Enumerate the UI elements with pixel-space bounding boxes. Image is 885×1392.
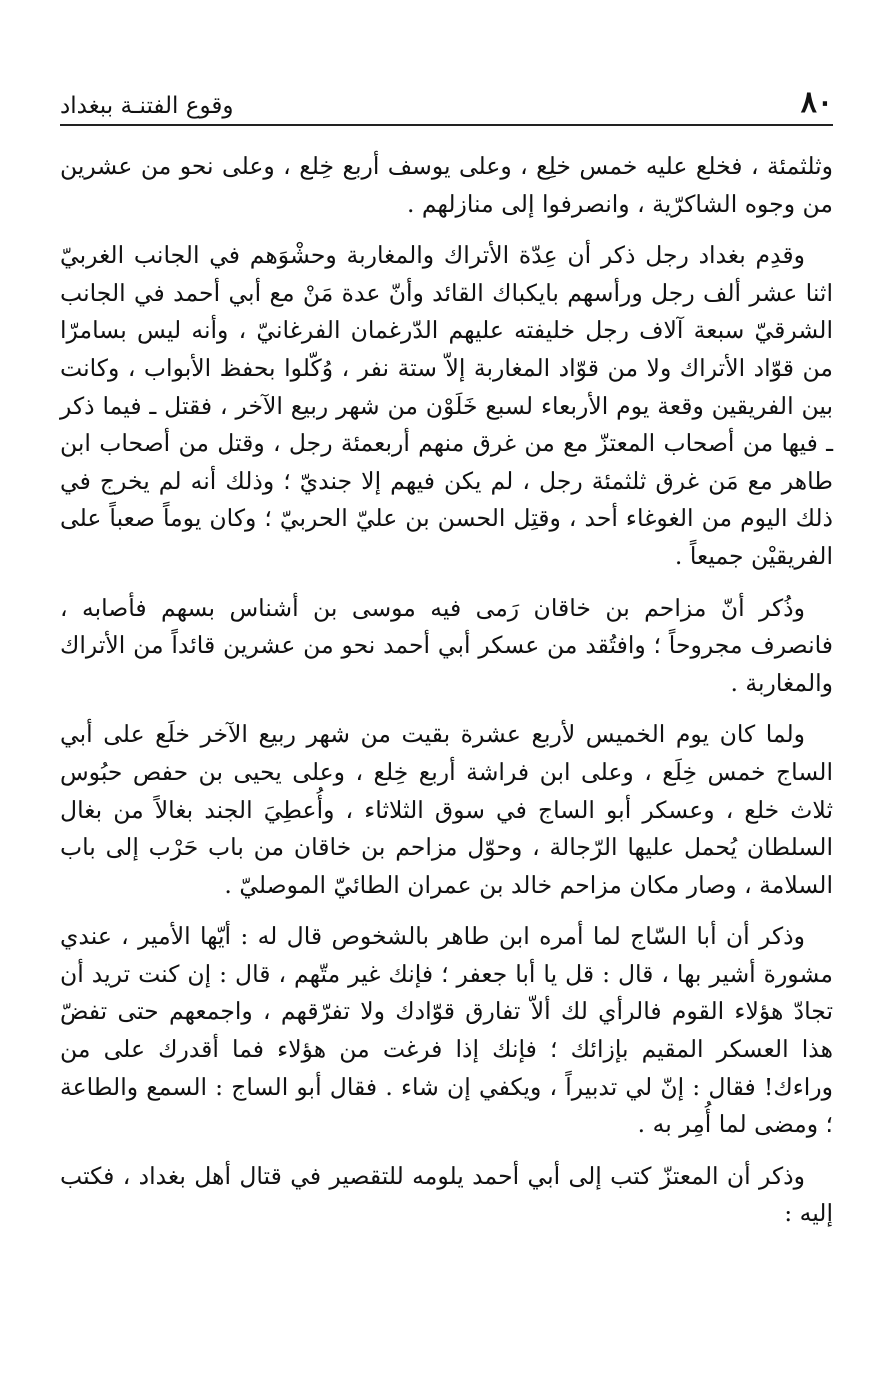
page-number: ٨٠	[800, 85, 833, 120]
paragraph-5: وذكر أن أبا السّاج لما أمره ابن طاهر بالشخوص قال له : أيّها الأمير ، عندي مشورة أشير بها ، قال : قل يا أبا جعفر ؛ فإنك غير متّهم ، قال : إن كنت تريد أن تجادّ هؤلاء القوم فالرأي لك ألاّ تفارق قوّادك ولا تفرّقهم ، واجمعهم حتى تفضّ هذا العسكر المقيم بإزائك ؛ فإنك إذا فرغت من هؤلاء فما أقدرك على من وراءك! فقال : إنّ لي تدبيراً ، ويكفي إن شاء . فقال أبو الساج : السمع والطاعة ؛ ومضى لما أُمِر به .	[60, 922, 833, 1139]
page-header	[60, 84, 833, 126]
body-text	[60, 148, 833, 1233]
paragraph-2: وقدِم بغداد رجل ذكر أن عِدّة الأتراك والمغاربة وحشْوَهم في الجانب الغربيّ اثنا عشر ألف رجل ورأسهم بايكباك القائد وأنّ عدة مَنْ مع أبي أحمد في الجانب الشرقيّ سبعة آلاف رجل خليفته عليهم الدّرغمان الفرغانيّ ، وأنه ليس بسامرّا من قوّاد الأتراك ولا من قوّاد المغاربة إلاّ ستة نفر ، وُكّلوا بحفظ الأبواب ، وكانت بين الفريقين وقعة يوم الأربعاء لسبع خَلَوْن من شهر ربيع الآخر ، فقتل ـ فيما ذكر ـ فيها من أصحاب المعتزّ مع من غرق منهم أربعمئة رجل ، وقتل من أصحاب ابن طاهر مع مَن غرق ثلثمئة رجل ، لم يكن فيهم إلا جنديّ ؛ وذلك أنه لم يخرج في ذلك اليوم من الغوغاء أحد ، وقتِل الحسن بن عليّ الحربيّ ؛ وكان يوماً صعباً على الفريقيْن جميعاً .	[60, 241, 833, 570]
paragraph-4: ولما كان يوم الخميس لأربع عشرة بقيت من شهر ربيع الآخر خلَع على أبي الساج خمس خِلَع ، وعلى ابن فراشة أربع خِلع ، وعلى يحيى بن حفص حبُوس ثلاث خلع ، وعسكر أبو الساج في سوق الثلاثاء ، وأُعطِيَ الجند بغالاً من بغال السلطان يُحمل عليها الرّجالة ، وحوّل مزاحم بن خاقان من باب حَرْب إلى باب السلامة ، وصار مكان مزاحم خالد بن عمران الطائيّ الموصليّ .	[60, 720, 833, 899]
running-title: وقوع الفتنـة ببغداد	[60, 93, 234, 119]
paragraph-3: وذُكر أنّ مزاحم بن خاقان رَمى فيه موسى بن أشناس بسهم فأصابه ، فانصرف مجروحاً ؛ وافتُقد من عسكر أبي أحمد نحو من عشرين قائداً من الأتراك والمغاربة .	[60, 593, 833, 697]
paragraph-6: وذكر أن المعتزّ كتب إلى أبي أحمد يلومه للتقصير في قتال أهل بغداد ، فكتب إليه :	[60, 1161, 833, 1228]
paragraph-1: وثلثمئة ، فخلع عليه خمس خلِع ، وعلى يوسف أربع خِلع ، وعلى نحو من عشرين من وجوه الشاكرّية ، وانصرفوا إلى منازلهم .	[60, 152, 833, 218]
